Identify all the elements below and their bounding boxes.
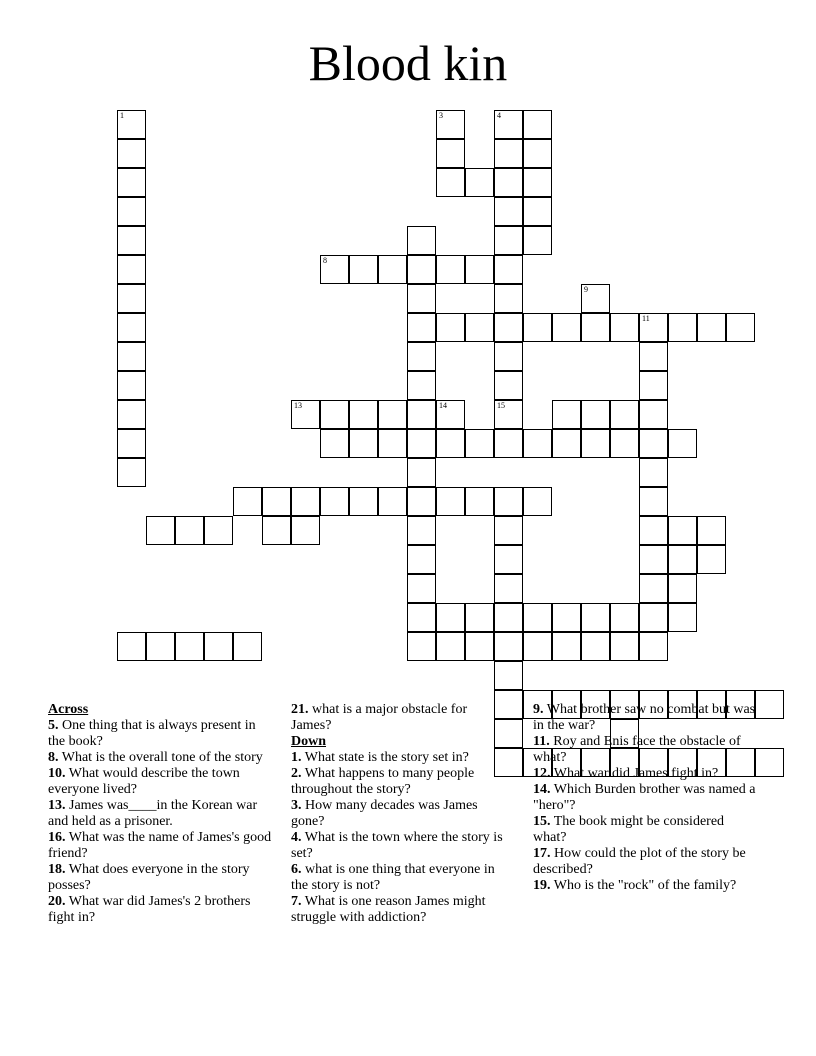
grid-cell[interactable]	[639, 371, 668, 400]
grid-cell[interactable]	[349, 255, 378, 284]
across-clue	[48, 798, 273, 830]
grid-cell[interactable]	[146, 516, 175, 545]
clue-text: What happens to many people throughout the story?	[291, 766, 475, 797]
grid-cell[interactable]	[262, 487, 291, 516]
grid-cell[interactable]	[581, 603, 610, 632]
grid-cell[interactable]	[117, 371, 146, 400]
clue-text: What would describe the town everyone lived?	[48, 766, 240, 797]
grid-cell[interactable]	[639, 458, 668, 487]
grid-cell[interactable]	[117, 139, 146, 168]
grid-cell[interactable]	[117, 197, 146, 226]
grid-cell[interactable]	[407, 632, 436, 661]
clue-text: Which Burden brother was named a "hero"?	[533, 782, 756, 813]
clue-number-label: 5.	[48, 718, 59, 733]
grid-cell[interactable]	[639, 545, 668, 574]
clue-text: What is the overall tone of the story	[58, 750, 263, 765]
clue-text: What brother saw no combat but was in the war?	[533, 702, 756, 733]
grid-cell[interactable]	[436, 313, 465, 342]
grid-cell[interactable]	[494, 429, 523, 458]
grid-cell[interactable]	[697, 545, 726, 574]
down-clue	[533, 702, 758, 734]
grid-cell[interactable]	[639, 516, 668, 545]
grid-cell[interactable]	[494, 255, 523, 284]
grid-cell[interactable]	[639, 574, 668, 603]
grid-cell[interactable]	[552, 632, 581, 661]
grid-cell[interactable]	[320, 429, 349, 458]
grid-cell[interactable]	[610, 400, 639, 429]
across-heading: Across	[48, 702, 89, 717]
across-clue-list	[48, 718, 273, 926]
grid-cell[interactable]	[117, 458, 146, 487]
grid-cell[interactable]	[204, 632, 233, 661]
clues-column-2	[291, 702, 511, 926]
grid-cell[interactable]	[117, 255, 146, 284]
grid-cell[interactable]	[668, 313, 697, 342]
grid-cell[interactable]	[320, 255, 349, 284]
grid-cell[interactable]	[639, 429, 668, 458]
grid-cell[interactable]	[117, 226, 146, 255]
down-clue	[533, 734, 758, 766]
clue-number-label: 3.	[291, 798, 302, 813]
grid-cell[interactable]	[117, 342, 146, 371]
grid-cell[interactable]	[378, 400, 407, 429]
clue-text: Roy and Enis face the obstacle of what?	[533, 734, 741, 765]
across-clue	[48, 894, 273, 926]
clue-text: What war did James's 2 brothers fight in?	[48, 894, 251, 925]
clue-number-label: 1.	[291, 750, 302, 765]
clues-column-3	[533, 702, 758, 894]
grid-cell[interactable]	[494, 545, 523, 574]
grid-cell[interactable]	[697, 516, 726, 545]
grid-cell[interactable]	[407, 603, 436, 632]
clue-text: What war did James fight in?	[550, 766, 719, 781]
grid-cell[interactable]	[523, 197, 552, 226]
grid-cell[interactable]	[407, 458, 436, 487]
clue-text: Who is the "rock" of the family?	[550, 878, 737, 893]
grid-cell[interactable]	[668, 545, 697, 574]
grid-cell[interactable]	[494, 168, 523, 197]
grid-cell[interactable]	[668, 603, 697, 632]
clue-number-label: 9.	[533, 702, 544, 717]
grid-cell[interactable]	[117, 110, 146, 139]
grid-cell[interactable]	[407, 342, 436, 371]
clue-number-label: 20.	[48, 894, 66, 909]
clue-number-label: 7.	[291, 894, 302, 909]
grid-cell[interactable]	[233, 632, 262, 661]
grid-cell[interactable]	[117, 400, 146, 429]
grid-cell[interactable]	[349, 487, 378, 516]
clue-number: 3	[439, 111, 443, 120]
clue-text: what is one thing that everyone in the story is not?	[291, 862, 495, 893]
clue-number: 15	[497, 401, 505, 410]
grid-cell[interactable]	[523, 487, 552, 516]
grid-cell[interactable]	[465, 168, 494, 197]
grid-cell[interactable]	[436, 168, 465, 197]
grid-cell[interactable]	[523, 110, 552, 139]
clue-number-label: 4.	[291, 830, 302, 845]
grid-cell[interactable]	[494, 487, 523, 516]
grid-cell[interactable]	[465, 603, 494, 632]
down-clue	[291, 766, 511, 798]
down-clue	[533, 846, 758, 878]
grid-cell[interactable]	[581, 429, 610, 458]
grid-cell[interactable]	[523, 603, 552, 632]
grid-cell[interactable]	[117, 313, 146, 342]
grid-cell[interactable]	[291, 487, 320, 516]
grid-cell[interactable]	[581, 313, 610, 342]
down-clue	[291, 798, 511, 830]
clue-number-label: 16.	[48, 830, 66, 845]
grid-cell[interactable]	[465, 487, 494, 516]
across-clue	[48, 718, 273, 750]
grid-cell[interactable]	[262, 516, 291, 545]
grid-cell[interactable]	[494, 139, 523, 168]
clue-text: How could the plot of the story be described?	[533, 846, 746, 877]
grid-cell[interactable]	[233, 487, 262, 516]
grid-cell[interactable]	[581, 632, 610, 661]
grid-cell[interactable]	[494, 284, 523, 313]
grid-cell[interactable]	[610, 313, 639, 342]
down-heading: Down	[291, 734, 327, 749]
clue-text: James was____in the Korean war and held as a prisoner.	[48, 798, 258, 829]
grid-cell[interactable]	[146, 632, 175, 661]
grid-cell[interactable]	[465, 429, 494, 458]
grid-cell[interactable]	[494, 574, 523, 603]
grid-cell[interactable]	[117, 284, 146, 313]
across-clue-list-continued	[291, 702, 511, 734]
down-clue	[533, 814, 758, 846]
grid-cell[interactable]	[610, 603, 639, 632]
grid-cell[interactable]	[378, 429, 407, 458]
grid-cell[interactable]	[407, 371, 436, 400]
grid-cell[interactable]	[320, 400, 349, 429]
clue-number: 4	[497, 111, 501, 120]
grid-cell[interactable]	[494, 603, 523, 632]
clue-text: What was the name of James's good friend?	[48, 830, 272, 861]
clue-number-label: 12.	[533, 766, 551, 781]
grid-cell[interactable]	[523, 168, 552, 197]
clue-number-label: 6.	[291, 862, 302, 877]
clue-number-label: 10.	[48, 766, 66, 781]
grid-cell[interactable]	[639, 400, 668, 429]
grid-cell[interactable]	[204, 516, 233, 545]
grid-cell[interactable]	[552, 313, 581, 342]
grid-cell[interactable]	[494, 632, 523, 661]
grid-cell[interactable]	[610, 429, 639, 458]
clue-number-label: 11.	[533, 734, 550, 749]
clue-text: How many decades was James gone?	[291, 798, 478, 829]
across-clue	[48, 766, 273, 798]
grid-cell[interactable]	[465, 255, 494, 284]
clues-column-1	[48, 702, 273, 926]
down-clue-list-continued	[533, 702, 758, 894]
grid-cell[interactable]	[552, 603, 581, 632]
grid-cell[interactable]	[436, 139, 465, 168]
down-clue	[533, 878, 758, 894]
across-clue	[48, 830, 273, 862]
clue-number-label: 18.	[48, 862, 66, 877]
grid-cell[interactable]	[407, 516, 436, 545]
grid-cell[interactable]	[407, 284, 436, 313]
page-title: Blood kin	[308, 35, 508, 91]
grid-cell[interactable]	[494, 371, 523, 400]
clue-text: What is one reason James might struggle with addiction?	[291, 894, 486, 925]
grid-cell[interactable]	[697, 313, 726, 342]
grid-cell[interactable]	[117, 168, 146, 197]
grid-cell[interactable]	[117, 429, 146, 458]
grid-cell[interactable]	[175, 516, 204, 545]
clue-number-label: 15.	[533, 814, 551, 829]
grid-cell[interactable]	[407, 487, 436, 516]
grid-cell[interactable]	[581, 400, 610, 429]
grid-cell[interactable]	[668, 429, 697, 458]
clue-number-label: 17.	[533, 846, 551, 861]
grid-cell[interactable]	[378, 487, 407, 516]
grid-cell[interactable]	[407, 226, 436, 255]
grid-cell[interactable]	[407, 400, 436, 429]
grid-cell[interactable]	[436, 603, 465, 632]
down-clue	[533, 766, 758, 782]
down-clue	[291, 830, 511, 862]
grid-cell[interactable]	[465, 632, 494, 661]
down-clue	[291, 894, 511, 926]
grid-cell[interactable]	[668, 516, 697, 545]
grid-cell[interactable]	[639, 313, 668, 342]
across-clue	[291, 702, 511, 734]
grid-cell[interactable]	[494, 400, 523, 429]
grid-cell[interactable]	[523, 313, 552, 342]
grid-cell[interactable]	[639, 342, 668, 371]
grid-cell[interactable]	[465, 313, 494, 342]
clue-number: 8	[323, 256, 327, 265]
grid-cell[interactable]	[117, 632, 146, 661]
clue-text: What does everyone in the story posses?	[48, 862, 250, 893]
grid-cell[interactable]	[494, 197, 523, 226]
grid-cell[interactable]	[494, 516, 523, 545]
clue-number-label: 19.	[533, 878, 551, 893]
clue-number-label: 2.	[291, 766, 302, 781]
grid-cell[interactable]	[378, 255, 407, 284]
grid-cell[interactable]	[349, 400, 378, 429]
grid-cell[interactable]	[291, 400, 320, 429]
grid-cell[interactable]	[407, 574, 436, 603]
grid-cell[interactable]	[581, 284, 610, 313]
clue-number-label: 8.	[48, 750, 59, 765]
grid-cell[interactable]	[407, 429, 436, 458]
grid-cell[interactable]	[494, 313, 523, 342]
grid-cell[interactable]	[349, 429, 378, 458]
grid-cell[interactable]	[291, 516, 320, 545]
grid-cell[interactable]	[407, 255, 436, 284]
grid-cell[interactable]	[639, 487, 668, 516]
grid-cell[interactable]	[523, 632, 552, 661]
across-clue	[48, 862, 273, 894]
clue-number: 13	[294, 401, 302, 410]
grid-cell[interactable]	[436, 110, 465, 139]
grid-cell[interactable]	[523, 226, 552, 255]
grid-cell[interactable]	[494, 342, 523, 371]
clue-number: 9	[584, 285, 588, 294]
grid-cell[interactable]	[639, 632, 668, 661]
grid-cell[interactable]	[552, 400, 581, 429]
grid-cell[interactable]	[523, 429, 552, 458]
grid-cell[interactable]	[494, 226, 523, 255]
down-clue	[533, 782, 758, 814]
down-clue-list	[291, 750, 511, 926]
grid-cell[interactable]	[668, 574, 697, 603]
clue-text: One thing that is always present in the book?	[48, 718, 256, 749]
grid-cell[interactable]	[436, 400, 465, 429]
clue-number-label: 13.	[48, 798, 66, 813]
clue-number-label: 14.	[533, 782, 551, 797]
across-clue	[48, 750, 273, 766]
grid-cell[interactable]	[320, 487, 349, 516]
clue-number: 1	[120, 111, 124, 120]
clue-number: 14	[439, 401, 447, 410]
grid-cell[interactable]	[639, 603, 668, 632]
grid-cell[interactable]	[175, 632, 204, 661]
clue-text: What state is the story set in?	[301, 750, 469, 765]
down-clue	[291, 750, 511, 766]
grid-cell[interactable]	[407, 313, 436, 342]
clue-number: 11	[642, 314, 650, 323]
grid-cell[interactable]	[407, 545, 436, 574]
grid-cell[interactable]	[494, 110, 523, 139]
grid-cell[interactable]	[726, 313, 755, 342]
grid-cell[interactable]	[755, 748, 784, 777]
grid-cell[interactable]	[436, 429, 465, 458]
grid-cell[interactable]	[436, 255, 465, 284]
clue-text: what is a major obstacle for James?	[291, 702, 468, 733]
down-clue	[291, 862, 511, 894]
clue-text: What is the town where the story is set?	[291, 830, 503, 861]
grid-cell[interactable]	[436, 487, 465, 516]
grid-cell[interactable]	[755, 690, 784, 719]
grid-cell[interactable]	[610, 632, 639, 661]
clue-number-label: 21.	[291, 702, 309, 717]
grid-cell[interactable]	[552, 429, 581, 458]
grid-cell[interactable]	[523, 139, 552, 168]
grid-cell[interactable]	[436, 632, 465, 661]
clue-text: The book might be considered what?	[533, 814, 725, 845]
grid-cell[interactable]	[494, 661, 523, 690]
